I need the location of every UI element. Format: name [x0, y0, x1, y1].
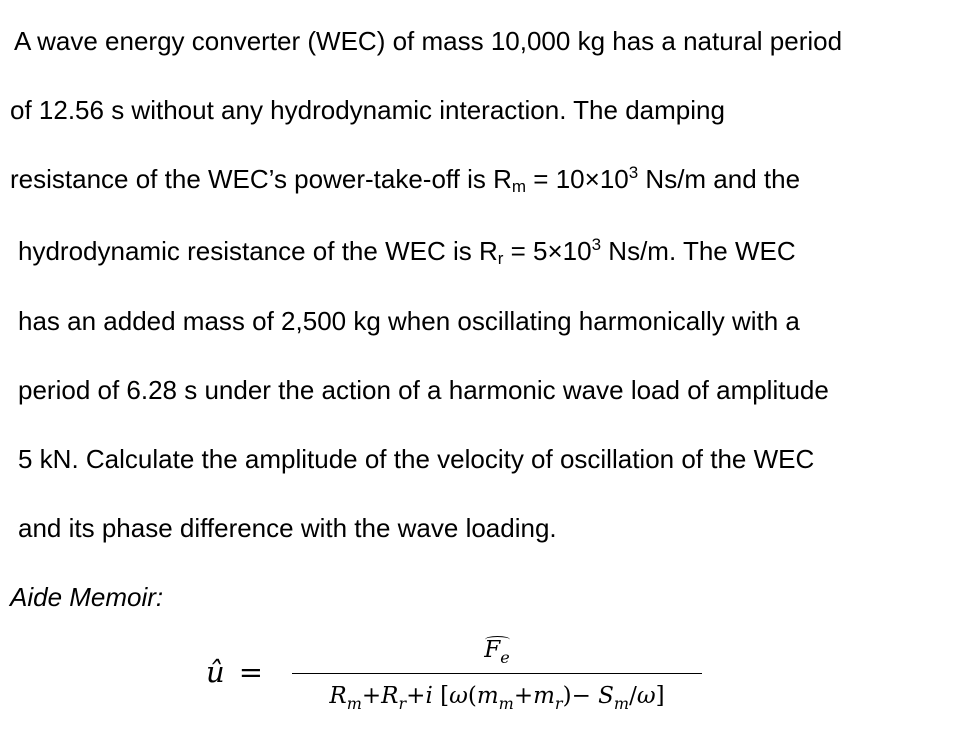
problem-line-8: and its phase difference with the wave loading. [18, 513, 557, 543]
omega-symbol: ω [449, 683, 468, 709]
superscript: 3 [591, 235, 602, 254]
text-segment: Ns/m and the [638, 164, 801, 194]
division-slash: / [629, 683, 637, 709]
plus-sign: + [406, 683, 426, 709]
subscript: m [613, 694, 630, 713]
superscript: 3 [628, 163, 639, 182]
text-segment: resistance of the WEC’s power-take-off is R [10, 164, 512, 194]
problem-line-4 [18, 236, 796, 266]
problem-line-3 [10, 164, 800, 194]
subscript: m [346, 694, 362, 713]
force-amplitude-symbol [484, 632, 509, 668]
close-bracket: ] [655, 683, 665, 709]
subscript: m [511, 177, 527, 196]
text-segment: Ns/m. The WEC [601, 236, 796, 266]
minus-sign: − [571, 683, 599, 709]
mechanical-resistance-symbol: R [329, 683, 347, 709]
plus-sign: + [513, 683, 534, 709]
mass-symbol: m [476, 683, 499, 709]
open-paren: ( [467, 683, 477, 709]
problem-line-1: A wave energy converter (WEC) of mass 10,000 kg has a natural period [14, 26, 843, 56]
problem-line-2: of 12.56 s without any hydrodynamic interaction. The damping [10, 95, 725, 125]
formula-fraction [292, 632, 702, 722]
radiation-resistance-symbol: R [381, 683, 399, 709]
force-subscript: e [500, 648, 510, 667]
force-letter: F [484, 637, 501, 663]
formula-lhs [206, 652, 263, 692]
plus-sign: + [361, 683, 382, 709]
close-paren: ) [562, 683, 572, 709]
stiffness-symbol: S [598, 683, 614, 709]
subscript: r [554, 694, 563, 713]
problem-line-6: period of 6.28 s under the action of a harmonic wave load of amplitude [18, 375, 829, 405]
subscript: m [498, 694, 514, 713]
problem-line-5: has an added mass of 2,500 kg when oscillating harmonically with a [18, 306, 800, 336]
equals-sign: = [238, 655, 263, 689]
added-mass-symbol: m [533, 683, 555, 709]
open-bracket: [ [432, 683, 450, 709]
imaginary-unit: i [425, 683, 433, 709]
text-segment: = 5×10 [503, 236, 592, 266]
aide-memoir-heading: Aide Memoir: [10, 582, 164, 612]
subscript: r [497, 249, 504, 268]
text-segment: hydrodynamic resistance of the WEC is R [18, 236, 498, 266]
text-segment: = 10×10 [526, 164, 629, 194]
velocity-amplitude-symbol: û [206, 655, 225, 689]
formula-numerator [292, 632, 702, 668]
omega-symbol: ω [636, 683, 656, 709]
problem-line-7: 5 kN. Calculate the amplitude of the velocity of oscillation of the WEC [18, 444, 815, 474]
fraction-bar [292, 673, 702, 674]
formula-denominator [292, 678, 702, 714]
subscript: r [398, 694, 407, 713]
